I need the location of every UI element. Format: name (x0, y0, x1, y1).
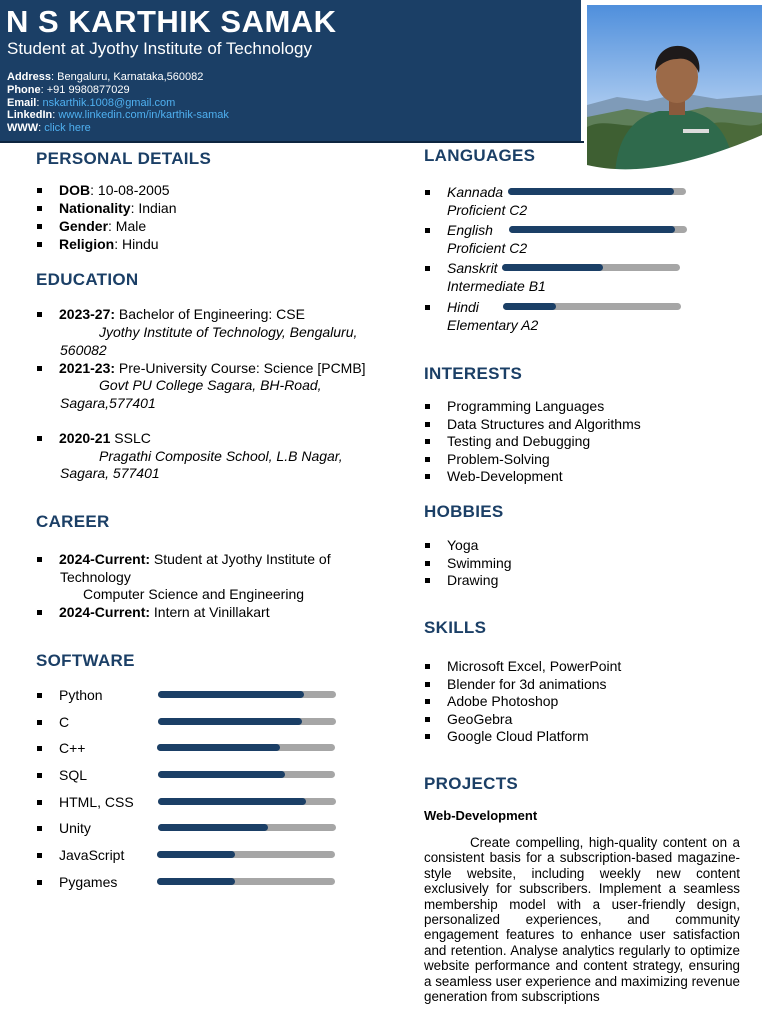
language-level-fill (508, 188, 674, 195)
section-title-skills: SKILLS (424, 618, 487, 637)
personal-dob: DOB: 10-08-2005 (59, 182, 170, 198)
software-level-bar (158, 824, 336, 831)
bullet (425, 404, 430, 409)
section-title-interests: INTERESTS (424, 364, 523, 383)
bullet (37, 610, 42, 615)
bullet (37, 242, 42, 247)
software-name: JavaScript (59, 847, 125, 863)
interest-item: Web-Development (447, 468, 563, 485)
software-name: C (59, 714, 70, 730)
bullet (425, 305, 430, 310)
personal-religion: Religion: Hindu (59, 236, 159, 252)
contact-phone: Phone: +91 9980877029 (7, 83, 130, 96)
software-level-bar (158, 798, 336, 805)
software-level-bar (158, 718, 336, 725)
hobby-item: Drawing (447, 572, 499, 589)
education-institution-cont: Sagara,577401 (60, 395, 156, 411)
interest-item: Programming Languages (447, 398, 605, 414)
education-entry: 2020-21 SSLC (59, 430, 151, 446)
bullet (425, 664, 430, 669)
interest-item: Problem-Solving (447, 450, 550, 467)
career-entry-detail: Computer Science and Engineering (83, 586, 305, 602)
language-name: Sanskrit (447, 260, 498, 276)
contact-email: Email: nskarthik.1008@gmail.com (7, 96, 176, 109)
language-level-fill (502, 264, 603, 271)
header-divider (0, 141, 584, 143)
section-title-hobbies: HOBBIES (424, 502, 504, 521)
language-level-fill (503, 303, 556, 310)
skill-item: Adobe Photoshop (447, 693, 559, 710)
bullet (425, 699, 430, 704)
skill-item: GeoGebra (447, 710, 513, 727)
education-institution: Jyothy Institute of Technology, Bengaluru, (99, 324, 358, 340)
career-entry: 2024-Current: Intern at Vinillakart (59, 604, 270, 620)
bullet (37, 853, 42, 858)
interest-item: Testing and Debugging (447, 433, 591, 450)
person-subtitle: Student at Jyothy Institute of Technology (7, 39, 312, 58)
software-level-fill (157, 851, 235, 858)
contact-www: WWW: click here (7, 122, 91, 135)
personal-nationality: Nationality: Indian (59, 200, 177, 216)
education-institution: Govt PU College Sagara, BH-Road, (99, 377, 322, 393)
software-name: Unity (59, 820, 91, 836)
bullet (37, 773, 42, 778)
bullet (425, 682, 430, 687)
email-link[interactable]: nskarthik.1008@gmail.com (42, 96, 176, 109)
software-level-fill (158, 691, 304, 698)
language-level-bar (509, 226, 687, 233)
person-name: N S KARTHIK SAMAK (6, 4, 337, 39)
bullet (37, 366, 42, 371)
bullet (425, 561, 430, 566)
bullet (37, 224, 42, 229)
bullet (425, 228, 430, 233)
contact-block (7, 71, 229, 135)
software-name: SQL (59, 767, 88, 783)
project-name: Web-Development (424, 808, 538, 823)
bullet (37, 557, 42, 562)
bullet (37, 188, 42, 193)
skill-item: Microsoft Excel, PowerPoint (447, 658, 622, 674)
software-level-bar (158, 771, 335, 778)
software-name: Pygames (59, 874, 118, 890)
language-level: Elementary A2 (447, 317, 539, 333)
career-entry-cont: Technology (60, 569, 131, 585)
software-name: HTML, CSS (59, 794, 134, 810)
language-level-fill (509, 226, 675, 233)
software-name: Python (59, 687, 103, 703)
project-description: Create compelling, high-quality content on a consistent basis for a subscription-based magazine-style website, including weekly new content exclusively for subscribers. Implement a seamless membership model with a user-friendly design, personalized experiences, and community engagement features to enhance user satisfaction and retention. Analyse analytics regularly to optimize website performance and content strategy, ensuring a seamless user experience and maximizing revenue generation from subscriptions (424, 835, 740, 1005)
bullet (37, 826, 42, 831)
bullet (425, 734, 430, 739)
bullet (37, 436, 42, 441)
section-title-personal: PERSONAL DETAILS (36, 149, 212, 168)
bullet (37, 312, 42, 317)
bullet (37, 800, 42, 805)
bullet (37, 746, 42, 751)
hobby-item: Yoga (447, 537, 479, 553)
language-level: Proficient C2 (447, 240, 528, 256)
education-institution-cont: Sagara, 577401 (60, 465, 160, 481)
section-title-software: SOFTWARE (36, 651, 135, 670)
software-level-fill (158, 718, 302, 725)
software-level-bar (157, 851, 335, 858)
language-name: English (447, 222, 493, 238)
language-level: Proficient C2 (447, 202, 528, 218)
education-institution-cont: 560082 (60, 342, 107, 358)
contact-address: Address: Bengaluru, Karnataka,560082 (7, 71, 204, 83)
section-title-career: CAREER (36, 512, 110, 531)
bullet (425, 457, 430, 462)
bullet (425, 578, 430, 583)
bullet (425, 474, 430, 479)
bullet (37, 206, 42, 211)
language-level-bar (502, 264, 680, 271)
bullet (37, 880, 42, 885)
software-level-fill (157, 744, 280, 751)
bullet (37, 693, 42, 698)
software-level-bar (157, 878, 335, 885)
education-entry: 2023-27: Bachelor of Engineering: CSE (59, 306, 305, 322)
website-link[interactable]: click here (44, 122, 91, 135)
education-institution: Pragathi Composite School, L.B Nagar, (99, 448, 343, 464)
software-level-fill (157, 878, 235, 885)
education-entry: 2021-23: Pre-University Course: Science [PCMB] (59, 360, 366, 376)
software-level-fill (158, 824, 268, 831)
interest-item: Data Structures and Algorithms (447, 415, 641, 432)
bullet (425, 717, 430, 722)
bullet (425, 439, 430, 444)
personal-gender: Gender: Male (59, 218, 147, 234)
bullet (425, 266, 430, 271)
skill-item: Blender for 3d animations (447, 675, 607, 692)
section-title-languages: LANGUAGES (424, 146, 536, 165)
career-entry: 2024-Current: Student at Jyothy Institute of (59, 551, 331, 567)
linkedin-link[interactable]: www.linkedin.com/in/karthik-samak (58, 109, 229, 122)
software-level-bar (157, 744, 335, 751)
section-title-education: EDUCATION (36, 270, 139, 289)
profile-photo (587, 5, 762, 175)
skill-item: Google Cloud Platform (447, 728, 589, 745)
language-level-bar (508, 188, 686, 195)
software-level-fill (158, 798, 306, 805)
bullet (37, 720, 42, 725)
language-name: Kannada (447, 184, 504, 200)
bullet (425, 190, 430, 195)
section-title-projects: PROJECTS (424, 774, 519, 793)
header-banner (0, 0, 581, 142)
software-level-fill (158, 771, 285, 778)
software-level-bar (158, 691, 336, 698)
software-name: C++ (59, 740, 86, 756)
language-level-bar (503, 303, 681, 310)
bullet (425, 543, 430, 548)
language-level: Intermediate B1 (447, 278, 546, 294)
bullet (425, 422, 430, 427)
hobby-item: Swimming (447, 554, 512, 571)
language-name: Hindi (447, 299, 479, 315)
contact-linkedin: LinkedIn: www.linkedin.com/in/karthik-samak (7, 109, 229, 122)
